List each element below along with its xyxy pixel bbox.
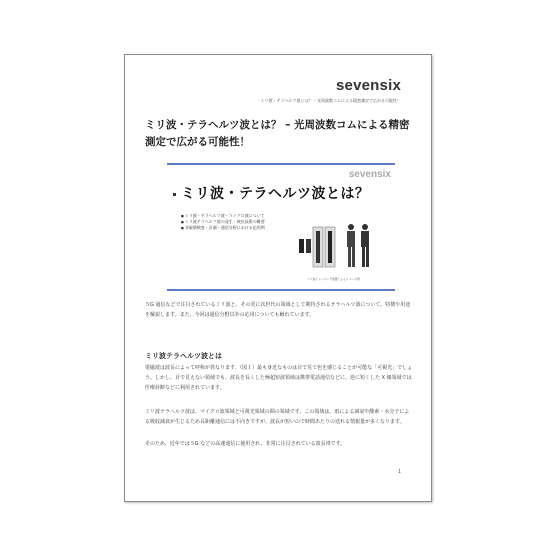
- document-page: [124, 54, 432, 502]
- body-paragraph: ミリ波テラヘルツ波は、マイクロ波領域と可視光領域の間の領域です。この領域は、雨による減衰や酸素・水分子による吸収減衰が生じるため長距離通信には不向きですが、波長が短いので時間あたりの送れる情報量が多くなります。: [145, 409, 410, 425]
- page-number: 1: [397, 469, 401, 475]
- hero-brand-logo: sevensix: [348, 169, 391, 180]
- brand-logo: sevensix: [336, 77, 401, 94]
- document-title: ミリ波・テラヘルツ波とは？ – 光周波数コムによる精密測定で広がる可能性！: [145, 119, 410, 148]
- image-caption: ミリ波イメージング装置によるイメージ例: [307, 277, 360, 281]
- header-tagline: ミリ波・テラヘルツ波とは？ – 光周波数コムによる精密測定で広がる可能性！: [260, 98, 401, 103]
- hero-title: ミリ波・テラヘルツ波とは？: [181, 186, 370, 202]
- hero-bullet-list: [181, 213, 265, 231]
- body-paragraph: 電磁波は波長によって呼称が異なります。（図１）最も身近なものは目で見て色を感じることが可能な「可視光」でしょう。しかし、目で見えない領域でも、波長を長くした極超短波領域は携帯電話通信などに、逆に短くした X 線領域では医療診断などに利用されています。: [145, 365, 413, 391]
- imaging-example-image: [297, 221, 373, 271]
- hero-bullet: ■ ミリ波テラヘルツ波の発生・検出技術の概要: [181, 219, 265, 225]
- hero-bullet: ■ ミリ波・テラヘルツ波・マイクロ波について: [181, 213, 265, 219]
- hero-bullet: ■ 非破壊検査・計測・通信分野における応用例: [181, 225, 265, 231]
- hero-slide: [167, 163, 395, 291]
- section-heading: ミリ波テラヘルツ波とは: [145, 352, 222, 360]
- hero-top-rule: [167, 163, 395, 165]
- intro-paragraph: ５G 通信などで注目されているミリ波と、その更に次世代の領域として期待されるテラヘルツ波について、特徴や用途を解説します。また、今回は通信分野以外の応用についても触れています。: [145, 302, 411, 318]
- hero-bottom-rule: [167, 289, 395, 291]
- hero-bullet-marker: [173, 193, 176, 196]
- body-paragraph: そのため、近年では５G などの高速通信に使用され、非常に注目されている波長帯です。: [145, 441, 346, 447]
